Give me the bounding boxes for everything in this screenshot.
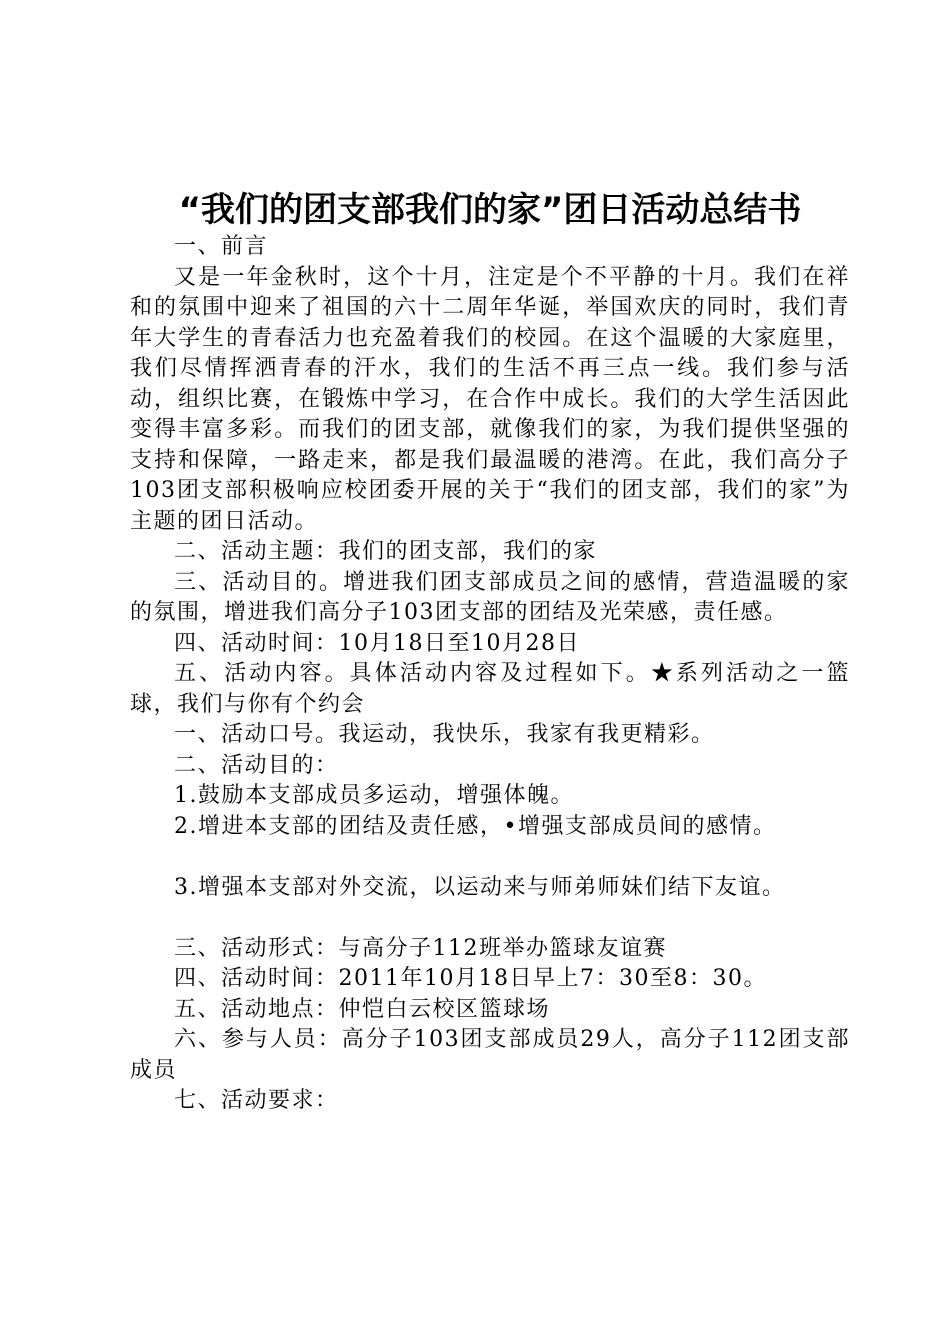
paragraph-preface: 又是一年金秋时，这个十月，注定是个不平静的十月。我们在祥和的氛围中迎来了祖国的六十二周年华诞，举国欢庆的同时，我们青年大学生的青春活力也充盈着我们的校园。在这个温暖的大家庭里，我们尽情挥洒青春的汗水，我们的生活不再三点一线。我们参与活动，组织比赛，在锻炼中学习，在合作中成长。我们的大学生活因此变得丰富多彩。而我们的团支部，就像我们的家，为我们提供坚强的支持和保障，一路走来，都是我们最温暖的港湾。在此，我们高分子103团支部积极响应校团委开展的关于“我们的团支部，我们的家”为主题的团日活动。 (130, 264, 850, 534)
paragraph-purpose: 三、活动目的。增进我们团支部成员之间的感情，营造温暖的家的氛围，增进我们高分子103团支部的团结及光荣感，责任感。 (130, 569, 850, 625)
paragraph-content: 五、活动内容。具体活动内容及过程如下。★系列活动之一篮球，我们与你有个约会 (130, 661, 850, 717)
blank-line (130, 903, 850, 934)
paragraph-goals-heading: 二、活动目的： (174, 752, 339, 778)
paragraph-preface-heading: 一、前言 (174, 234, 269, 259)
paragraph-theme: 二、活动主题：我们的团支部，我们的家 (174, 539, 598, 564)
blank-line (130, 842, 850, 873)
paragraph-goal-1: 1.鼓励本支部成员多运动，增强体魄。 (174, 783, 574, 808)
paragraph-participants: 六、参与人员：高分子103团支部成员29人，高分子112团支部成员 (130, 1027, 850, 1083)
document-body (130, 232, 850, 1117)
document-page (130, 188, 850, 1117)
paragraph-form: 三、活动形式：与高分子112班举办篮球友谊赛 (174, 935, 667, 961)
paragraph-goal-3: 3.增强本支部对外交流，以运动来与师弟师妹们结下友谊。 (174, 874, 786, 900)
paragraph-time: 四、活动时间：10月18日至10月28日 (174, 630, 580, 656)
paragraph-activity-time: 四、活动时间：2011年10月18日早上7：30至8：30。 (174, 966, 767, 991)
document-title: “我们的团支部我们的家”团日活动总结书 (178, 190, 802, 230)
paragraph-requirements: 七、活动要求： (174, 1088, 339, 1113)
paragraph-slogan: 一、活动口号。我运动，我快乐，我家有我更精彩。 (174, 722, 715, 747)
paragraph-location: 五、活动地点：仲恺白云校区篮球场 (174, 996, 551, 1022)
paragraph-goal-2: 2.增进本支部的团结及责任感，•增强支部成员间的感情。 (174, 813, 777, 839)
